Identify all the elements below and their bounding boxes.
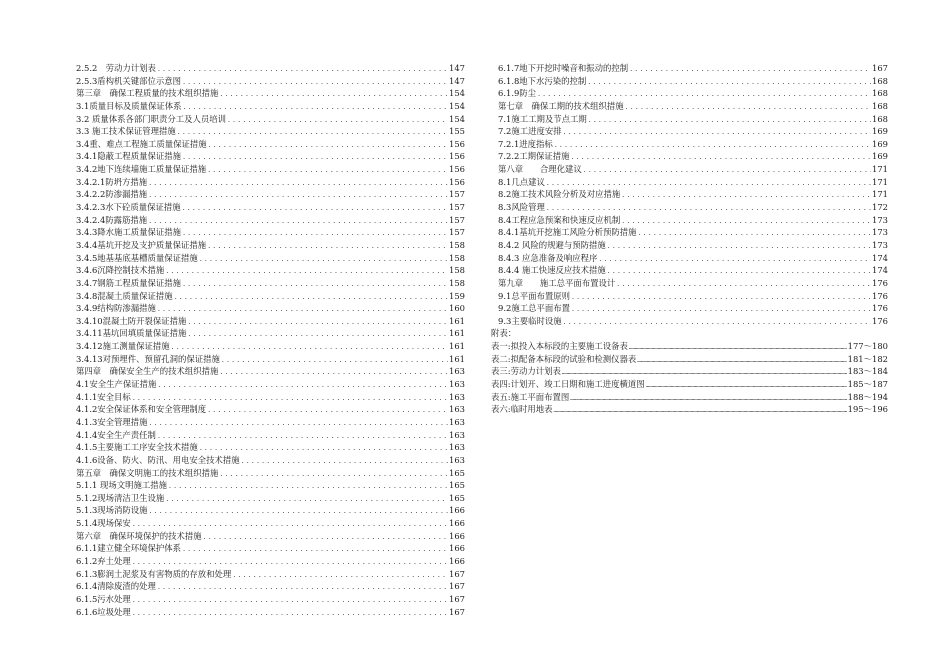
toc-entry-title: 3.4.12施工测量保证措施 [76, 341, 170, 352]
dot-leader [148, 189, 448, 202]
toc-entry[interactable] [76, 504, 465, 517]
toc-entry-page: 161 [449, 315, 465, 326]
toc-entry-page: 166 [449, 518, 465, 529]
toc-entry[interactable] [76, 252, 465, 265]
toc-entry[interactable] [491, 315, 888, 328]
toc-entry-title: 2.5.3盾构机关键部位示意图 [76, 75, 182, 86]
toc-entry-page: 158 [449, 277, 465, 288]
toc-entry[interactable] [76, 568, 465, 581]
dot-leader [187, 328, 448, 341]
toc-entry-page: 176 [872, 290, 888, 301]
dot-leader [219, 366, 448, 379]
toc-entry[interactable] [76, 214, 465, 227]
toc-entry-title: 5.1.1 现场文明施工措施 [76, 480, 167, 491]
toc-entry-page: 168 [872, 113, 888, 124]
dot-leader [182, 227, 448, 240]
toc-entry-title: 3.4.9结构防渗漏措施 [76, 303, 156, 314]
toc-entry[interactable] [76, 75, 465, 88]
toc-entry-page: 163 [449, 442, 465, 453]
toc-entry-page: 167 [449, 581, 465, 592]
toc-entry-title: 表二:拟配备本标段的试验和检测仪器表 [491, 353, 637, 364]
dot-leader [207, 240, 448, 253]
dot-leader [583, 164, 871, 177]
toc-entry-title: 3.2 质量体系各部门职责分工及人员培训 [76, 113, 226, 124]
toc-entry[interactable] [76, 441, 465, 454]
toc-entry-page: 167 [449, 568, 465, 579]
toc-entry[interactable] [491, 150, 888, 163]
dot-leader [587, 76, 871, 89]
toc-entry-page: 167 [449, 606, 465, 617]
dot-leader [157, 63, 448, 76]
toc-entry[interactable] [76, 226, 465, 239]
toc-entry[interactable] [491, 264, 888, 277]
toc-entry-title: 3.4.4基坑开挖及支护质量保证措施 [76, 239, 207, 250]
dot-leader [182, 543, 448, 556]
toc-entry-title: 8.4.3 应急准备及响应程序 [498, 252, 598, 263]
toc-entry-title: 8.1几点建议 [498, 176, 545, 187]
toc-entry[interactable] [491, 302, 888, 315]
toc-entry-page: 155 [449, 126, 465, 137]
toc-entry[interactable] [76, 100, 465, 113]
toc-entry[interactable] [491, 62, 888, 75]
toc-entry-title: 3.4.11基坑回填质量保证措施 [76, 328, 187, 339]
toc-entry-title: 4.1.6设备、防火、防汛、用电安全技术措施 [76, 454, 240, 465]
appendix-heading: 附表： [491, 328, 517, 339]
toc-entry-page: 163 [449, 379, 465, 390]
toc-entry-page: 167 [449, 593, 465, 604]
appendix-entry[interactable] [491, 353, 888, 366]
toc-entry-title: 6.1.7地下开挖时噪音和振动的控制 [498, 63, 629, 73]
dot-leader [207, 404, 448, 417]
toc-entry-title: 表六:临时用地表 [491, 404, 553, 415]
toc-entry-page: 166 [449, 543, 465, 554]
appendix-entry[interactable] [491, 340, 888, 353]
toc-entry-title: 9.3主要临时设施 [498, 315, 562, 326]
dot-leader [157, 303, 448, 316]
toc-entry-page: 154 [449, 113, 465, 124]
dot-leader [132, 607, 448, 620]
toc-entry-page: 174 [872, 252, 888, 263]
toc-entry[interactable] [76, 315, 465, 328]
dot-leader [149, 417, 448, 430]
toc-entry[interactable] [76, 62, 465, 75]
toc-entry-title: 表三:劳动力计划表 [491, 366, 561, 377]
toc-entry-page: 163 [449, 366, 465, 377]
toc-entry-title: 3.4重、难点工程施工质量保证措施 [76, 138, 207, 149]
toc-entry-page: 168 [872, 88, 888, 99]
appendix-entry[interactable] [491, 378, 888, 391]
dot-leader [598, 253, 871, 266]
toc-entry[interactable] [76, 530, 465, 543]
toc-entry-page: 163 [449, 416, 465, 427]
toc-entry-title: 6.1.6垃圾处理 [76, 606, 131, 617]
toc-entry-page: 157 [449, 189, 465, 200]
toc-entry-page: 168 [872, 75, 888, 86]
toc-entry[interactable] [76, 517, 465, 530]
toc-entry[interactable] [76, 555, 465, 568]
toc-entry-title: 第七章 确保工期的技术组织措施 [498, 100, 624, 111]
dot-leader [219, 88, 448, 101]
toc-entry-title: 第五章 确保文明施工的技术组织措施 [76, 467, 219, 478]
toc-entry-title: 6.1.4清除废渣的处理 [76, 581, 156, 592]
dot-leader [182, 76, 448, 89]
toc-entry[interactable] [76, 391, 465, 404]
toc-entry[interactable] [76, 479, 465, 492]
toc-entry[interactable] [76, 138, 465, 151]
toc-entry-title: 第九章 施工总平面布置设计 [498, 277, 616, 288]
toc-entry-page: 169 [872, 126, 888, 137]
dot-leader [157, 379, 448, 392]
toc-entry-title: 9.1总平面布置原则 [498, 290, 570, 301]
appendix-entry[interactable] [491, 403, 888, 416]
toc-entry-page: 158 [449, 252, 465, 263]
toc-entry[interactable] [76, 290, 465, 303]
toc-entry-title: 6.1.5污水处理 [76, 593, 131, 604]
toc-entry-title: 7.2施工进度安排 [498, 126, 562, 137]
dot-leader [174, 291, 448, 304]
toc-entry-page: 171 [872, 164, 888, 175]
dot-leader [168, 480, 448, 493]
toc-entry-title: 3.4.1隐蔽工程质量保证措施 [76, 151, 182, 162]
toc-entry-title: 2.5.2 劳动力计划表 [76, 63, 156, 73]
dot-leader [157, 581, 448, 594]
toc-entry[interactable] [491, 176, 888, 189]
toc-entry-page: 169 [872, 151, 888, 162]
toc-entry-page: 157 [449, 227, 465, 238]
toc-entry-page: 161 [449, 353, 465, 364]
dot-leader [563, 126, 871, 139]
dot-leader [629, 341, 847, 355]
toc-entry-title: 3.4.13对预埋件、预留孔洞的保证措施 [76, 353, 220, 364]
toc-entry-page: 158 [449, 265, 465, 276]
toc-entry[interactable] [76, 277, 465, 290]
toc-entry-page: 171 [872, 189, 888, 200]
toc-entry-title: 3.4.5地基基底基槽质量保证措施 [76, 252, 198, 263]
toc-entry-title: 3.4.2.4防露筋措施 [76, 214, 148, 225]
dot-leader [646, 379, 847, 393]
toc-entry-page: 176 [872, 315, 888, 326]
toc-entry-page: 168 [872, 100, 888, 111]
toc-entry-title: 3.4.2地下连续墙施工质量保证措施 [76, 164, 207, 175]
toc-entry-title: 3.4.7钢筋工程质量保证措施 [76, 277, 182, 288]
dot-leader [629, 63, 871, 76]
toc-entry[interactable] [76, 593, 465, 606]
dot-leader [221, 354, 448, 367]
toc-entry[interactable] [76, 264, 465, 277]
dot-leader [607, 240, 871, 253]
toc-entry[interactable] [491, 201, 888, 214]
toc-entry-page: 165 [449, 492, 465, 503]
toc-entry-page: 156 [449, 164, 465, 175]
toc-entry-title: 8.4.1基坑开挖施工风险分析预防措施 [498, 227, 637, 238]
toc-entry-title: 4.1.4安全生产责任制 [76, 429, 156, 440]
dot-leader [232, 569, 448, 582]
toc-entry-title: 第六章 确保环境保护的技术措施 [76, 530, 202, 541]
toc-entry[interactable] [76, 327, 465, 340]
toc-entry-page: 166 [449, 555, 465, 566]
toc-entry-page: 158 [449, 239, 465, 250]
dot-leader [182, 278, 448, 291]
dot-leader [553, 404, 846, 418]
toc-entry[interactable] [491, 226, 888, 239]
toc-entry-title: 第三章 确保工程质量的技术组织措施 [76, 88, 219, 99]
toc-entry-page: 188～194 [847, 391, 888, 402]
toc-entry-title: 4.1.3安全管理措施 [76, 416, 148, 427]
toc-entry[interactable] [76, 353, 465, 366]
toc-entry[interactable] [491, 290, 888, 303]
toc-entry-title: 5.1.3现场消防设施 [76, 505, 148, 516]
toc-entry[interactable] [76, 163, 465, 176]
toc-entry-page: 163 [449, 404, 465, 415]
toc-entry[interactable] [491, 252, 888, 265]
toc-entry-page: 169 [872, 138, 888, 149]
dot-leader [182, 151, 448, 164]
toc-entry-title: 8.4.4 施工快速反应技术措施 [498, 265, 606, 276]
toc-entry-page: 159 [449, 290, 465, 301]
toc-entry[interactable] [76, 365, 465, 378]
toc-entry-page: 147 [449, 75, 465, 86]
toc-entry-title: 9.2施工总平面布置 [498, 303, 570, 314]
dot-leader [625, 101, 871, 114]
toc-entry-title: 4.1.5主要施工工序安全技术措施 [76, 442, 198, 453]
dot-leader [638, 227, 871, 240]
dot-leader [571, 151, 871, 164]
toc-entry-title: 3.1质量目标及质量保证体系 [76, 100, 182, 111]
toc-entry-title: 4.1.1安全目标 [76, 391, 131, 402]
toc-entry[interactable] [491, 239, 888, 252]
toc-entry[interactable] [76, 188, 465, 201]
toc-entry-title: 7.1施工工期及节点工期 [498, 113, 587, 124]
toc-entry-page: 171 [872, 176, 888, 187]
toc-entry-title: 7.2.1进度指标 [498, 138, 553, 149]
toc-entry-title: 6.1.8地下水污染的控制 [498, 75, 587, 86]
toc-entry[interactable] [491, 75, 888, 88]
toc-entry-title: 第八章 合理化建议 [498, 164, 582, 175]
toc-entry-page: 167 [872, 63, 888, 73]
toc-entry-page: 166 [449, 530, 465, 541]
toc-entry[interactable] [491, 138, 888, 151]
toc-entry[interactable] [491, 113, 888, 126]
toc-entry[interactable] [76, 87, 465, 100]
dot-leader [187, 316, 448, 329]
dot-leader [203, 531, 448, 544]
toc-entry[interactable] [76, 429, 465, 442]
toc-entry-page: 173 [872, 214, 888, 225]
toc-entry-page: 147 [449, 63, 465, 73]
toc-entry-page: 195～196 [847, 404, 888, 415]
toc-entry[interactable] [76, 239, 465, 252]
toc-entry-title: 6.1.3膨润土泥浆及有害物质的存放和处理 [76, 568, 232, 579]
toc-entry-title: 5.1.2现场清洁卫生设施 [76, 492, 165, 503]
toc-entry-page: 173 [872, 239, 888, 250]
dot-leader [588, 114, 871, 127]
toc-entry-page: 163 [449, 454, 465, 465]
toc-entry[interactable] [491, 87, 888, 100]
toc-entry-title: 3.4.2.3水下砼质量保证措施 [76, 202, 181, 213]
toc-entry[interactable] [76, 113, 465, 126]
appendix-entry[interactable] [491, 365, 888, 378]
dot-leader [165, 265, 448, 278]
appendix-list [491, 340, 888, 416]
toc-entry[interactable] [76, 403, 465, 416]
toc-right-entries [491, 62, 888, 327]
toc-entry[interactable] [76, 150, 465, 163]
toc-entry-page: 154 [449, 88, 465, 99]
appendix-entry[interactable] [491, 391, 888, 404]
toc-entry-title: 3.3 施工技术保证管理措施 [76, 126, 176, 137]
toc-entry[interactable] [491, 277, 888, 290]
dot-leader [132, 594, 448, 607]
toc-entry-title: 8.4工程应急预案和快速反应机制 [498, 214, 621, 225]
toc-entry-title: 4.1安全生产保证措施 [76, 379, 157, 390]
dot-leader [208, 139, 448, 152]
toc-entry-page: 156 [449, 138, 465, 149]
toc-entry[interactable] [76, 416, 465, 429]
dot-leader [148, 215, 448, 228]
toc-entry[interactable] [76, 580, 465, 593]
toc-entry-page: 183～184 [847, 366, 888, 377]
toc-entry-page: 166 [449, 505, 465, 516]
dot-leader [177, 126, 448, 139]
toc-entry[interactable] [76, 492, 465, 505]
toc-entry[interactable] [76, 201, 465, 214]
toc-entry-page: 165 [449, 467, 465, 478]
toc-entry-title: 第四章 确保安全生产的技术组织措施 [76, 366, 219, 377]
toc-entry-title: 表一:拟投入本标段的主要施工设备表 [491, 341, 628, 352]
toc-entry-title: 3.4.3降水施工质量保证措施 [76, 227, 182, 238]
toc-entry-page: 160 [449, 303, 465, 314]
toc-entry[interactable] [491, 100, 888, 113]
toc-entry[interactable] [76, 125, 465, 138]
toc-entry-page: 176 [872, 303, 888, 314]
toc-entry-title: 8.4.2 风险的规避与预防措施 [498, 239, 606, 250]
toc-entry[interactable] [76, 302, 465, 315]
toc-entry[interactable] [76, 467, 465, 480]
toc-entry-page: 173 [872, 227, 888, 238]
toc-entry-title: 3.4.8混凝土质量保证措施 [76, 290, 173, 301]
toc-entry[interactable] [76, 542, 465, 555]
toc-entry-title: 7.2.2工期保证措施 [498, 151, 570, 162]
toc-entry[interactable] [76, 340, 465, 353]
dot-leader [570, 392, 846, 406]
toc-entry-page: 163 [449, 391, 465, 402]
toc-entry-title: 3.4.2.1防坍方措施 [76, 176, 148, 187]
toc-entry-title: 3.4.10混凝土防开裂保证措施 [76, 315, 187, 326]
toc-entry[interactable] [76, 378, 465, 391]
dot-leader [554, 139, 871, 152]
toc-left-column [76, 62, 465, 618]
dot-leader [621, 189, 871, 202]
toc-entry-title: 3.4.6沉降控制技术措施 [76, 265, 165, 276]
dot-leader [563, 316, 871, 329]
dot-leader [571, 303, 871, 316]
toc-entry-page: 185～187 [847, 379, 888, 390]
toc-entry-page: 174 [872, 265, 888, 276]
toc-entry-page: 161 [449, 341, 465, 352]
dot-leader [637, 354, 846, 368]
toc-entry-page: 156 [449, 176, 465, 187]
toc-entry-title: 4.1.2安全保证体系和安全管理制度 [76, 404, 207, 415]
toc-entry-title: 表五:施工平面布置图 [491, 391, 570, 402]
dot-leader [149, 505, 448, 518]
dot-leader [227, 114, 448, 127]
toc-entry-page: 156 [449, 151, 465, 162]
dot-leader [616, 278, 871, 291]
dot-leader [571, 291, 871, 304]
dot-leader [621, 215, 871, 228]
dot-leader [199, 253, 448, 266]
toc-entry-page: 157 [449, 202, 465, 213]
toc-entry[interactable] [76, 606, 465, 619]
toc-entry[interactable] [491, 188, 888, 201]
toc-entry-page: 163 [449, 429, 465, 440]
toc-entry[interactable] [76, 176, 465, 189]
toc-entry-page: 176 [872, 277, 888, 288]
dot-leader [165, 493, 448, 506]
toc-entry-page: 161 [449, 328, 465, 339]
toc-right-column [491, 62, 888, 416]
dot-leader [157, 430, 448, 443]
toc-entry-title: 6.1.2弃土处理 [76, 555, 131, 566]
toc-entry[interactable] [491, 125, 888, 138]
toc-entry-title: 5.1.4现场保安 [76, 518, 131, 529]
toc-entry[interactable] [76, 454, 465, 467]
toc-entry-page: 172 [872, 202, 888, 213]
toc-entry-title: 6.1.1建立健全环境保护体系 [76, 543, 182, 554]
toc-entry[interactable] [491, 214, 888, 227]
toc-entry-title: 8.3风险管理 [498, 202, 545, 213]
dot-leader [207, 164, 448, 177]
toc-entry-title: 6.1.9防尘 [498, 88, 537, 99]
toc-entry-page: 165 [449, 480, 465, 491]
dot-leader [219, 468, 448, 481]
toc-entry-page: 157 [449, 214, 465, 225]
toc-entry-page: 181～182 [847, 353, 888, 364]
dot-leader [607, 265, 871, 278]
toc-entry-title: 8.2施工技术风险分析及对应措施 [498, 189, 621, 200]
toc-entry[interactable] [491, 163, 888, 176]
dot-leader [148, 177, 448, 190]
toc-entry-page: 154 [449, 100, 465, 111]
dot-leader [182, 202, 448, 215]
toc-entry-title: 表四:计划开、竣工日期和施工进度横道图 [491, 379, 645, 390]
toc-entry-page: 177～180 [847, 341, 888, 352]
dot-leader [241, 455, 448, 468]
toc-entry-title: 3.4.2.2防渗漏措施 [76, 189, 148, 200]
